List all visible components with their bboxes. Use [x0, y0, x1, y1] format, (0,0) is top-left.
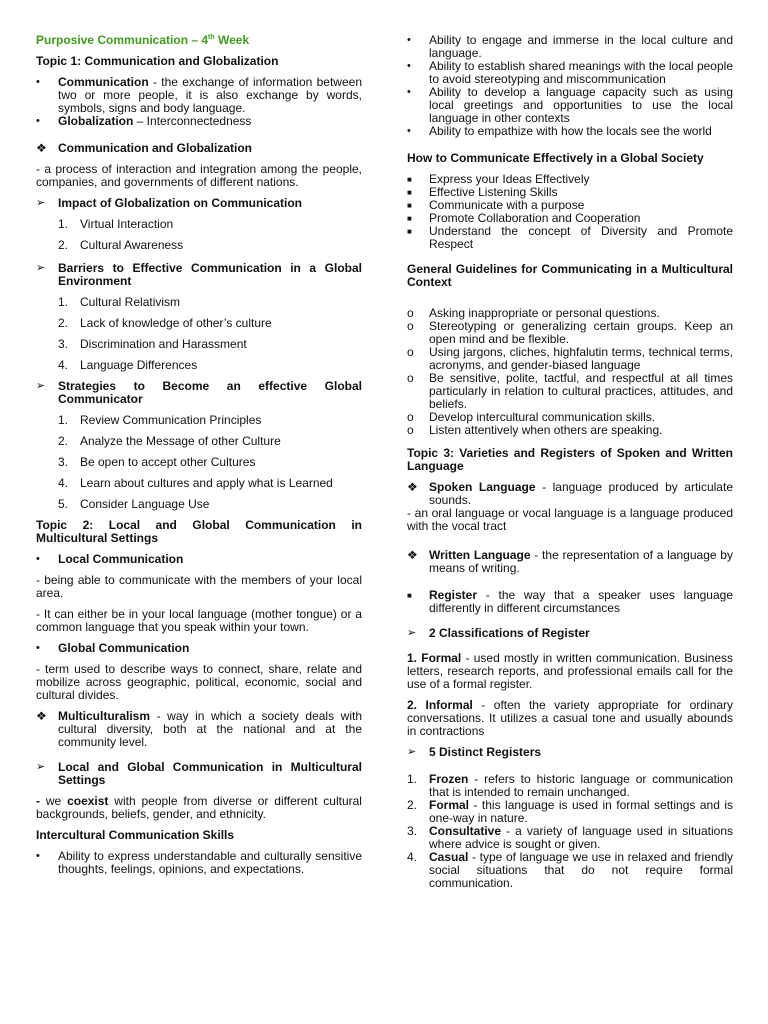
- bullet-icon: •: [36, 642, 40, 654]
- list-item: ■ Express your Ideas Effectively: [407, 172, 590, 186]
- section-heading: • Local Communication: [36, 552, 184, 566]
- circle-bullet-icon: o: [407, 371, 414, 385]
- diamond-icon: ❖: [407, 548, 418, 562]
- list-item: ■ Promote Collaboration and Cooperation: [407, 211, 641, 225]
- list-item: o Be sensitive, polite, tactful, and respectful at all times particularly in relation to cultural practices, attitudes, and beliefs.: [407, 371, 733, 411]
- left-column: [36, 34, 362, 876]
- topic3-heading: Topic 3: Varieties and Registers of Spoken and Written Language: [407, 446, 733, 473]
- section-heading: How to Communicate Effectively in a Global Society: [407, 151, 704, 165]
- list-item: 2. Lack of knowledge of other’s culture: [58, 316, 272, 330]
- list-item: 3. Consultative - a variety of language used in situations where advice is sought or given.: [407, 824, 733, 851]
- circle-bullet-icon: o: [407, 319, 414, 333]
- list-item: 1. Cultural Relativism: [58, 295, 181, 309]
- list-item: 2. Formal - this language is used in formal settings and is one-way in nature.: [407, 798, 733, 825]
- square-bullet-icon: ■: [407, 591, 412, 600]
- section-heading: ➢ Impact of Globalization on Communication: [36, 196, 303, 210]
- arrow-icon: ➢: [36, 197, 46, 209]
- circle-bullet-icon: o: [407, 345, 414, 359]
- topic2-heading: Topic 2: Local and Global Communication in Multicultural Settings: [36, 518, 362, 545]
- list-item: • Ability to engage and immerse in the local culture and language.: [407, 33, 733, 60]
- section-heading: • Global Communication: [36, 641, 190, 655]
- paragraph: - term used to describe ways to connect, share, relate and mobilize across geographic, political, economic, social and cultural divides.: [36, 662, 362, 702]
- section-heading: ❖ Communication and Globalization: [36, 141, 253, 155]
- circle-bullet-icon: o: [407, 410, 414, 424]
- document-title: Purposive Communication – 4th Week: [36, 33, 250, 47]
- list-item: o Asking inappropriate or personal questions.: [407, 306, 660, 320]
- bullet-icon: •: [407, 125, 411, 137]
- section-heading: ➢ 5 Distinct Registers: [407, 745, 542, 759]
- list-item: 3. Be open to accept other Cultures: [58, 455, 256, 469]
- paragraph: 1. Formal - used mostly in written communication. Business letters, research reports, and professional emails call for the use of a formal register.: [407, 651, 733, 691]
- section-heading: General Guidelines for Communicating in a Multicultural Context: [407, 262, 733, 289]
- arrow-icon: ➢: [36, 761, 46, 773]
- bullet-icon: •: [407, 86, 411, 98]
- circle-bullet-icon: o: [407, 423, 414, 437]
- list-item: • Ability to establish shared meanings with the local people to avoid stereotyping and miscommunication: [407, 59, 733, 86]
- section-heading: ➢ 2 Classifications of Register: [407, 626, 590, 640]
- list-item: o Develop intercultural communication skills.: [407, 410, 656, 424]
- list-item: 1. Frozen - refers to historic language or communication that is intended to remain unchanged.: [407, 772, 733, 799]
- list-item: • Ability to develop a language capacity such as using local greetings and opportunities to use the local language in other contexts: [407, 85, 733, 125]
- circle-bullet-icon: o: [407, 306, 414, 320]
- list-item: 1. Review Communication Principles: [58, 413, 262, 427]
- topic1-heading: Topic 1: Communication and Globalization: [36, 54, 279, 68]
- paragraph: - a process of interaction and integration among the people, companies, and governments of different nations.: [36, 162, 362, 189]
- bullet-icon: •: [36, 850, 40, 862]
- square-bullet-icon: ■: [407, 175, 412, 184]
- paragraph: 2. Informal - often the variety appropriate for ordinary conversations. It utilizes a casual tone and usually abounds in contractions: [407, 698, 733, 738]
- arrow-icon: ➢: [407, 746, 417, 758]
- bullet-icon: •: [36, 115, 40, 127]
- bullet-icon: •: [36, 76, 40, 88]
- section-heading: ➢ Barriers to Effective Communication in a Global Environment: [36, 261, 362, 288]
- list-item: 2. Analyze the Message of other Culture: [58, 434, 281, 448]
- square-bullet-icon: ■: [407, 201, 412, 210]
- paragraph: - an oral language or vocal language is a language produced with the vocal tract: [407, 506, 733, 533]
- list-item: 5. Consider Language Use: [58, 497, 210, 511]
- list-item: • Communication - the exchange of information between two or more people, it is also exchange by words, symbols, signs and body language.: [36, 75, 362, 115]
- square-bullet-icon: ■: [407, 188, 412, 197]
- section-heading: ➢ Strategies to Become an effective Global Communicator: [36, 379, 362, 406]
- paragraph: - It can either be in your local language (mother tongue) or a common language that you speak within your town.: [36, 607, 362, 634]
- diamond-icon: ❖: [407, 480, 418, 494]
- list-item: ■ Effective Listening Skills: [407, 185, 558, 199]
- list-item: • Ability to express understandable and culturally sensitive thoughts, feelings, opinions, and expectations.: [36, 849, 362, 876]
- list-item: o Using jargons, cliches, highfalutin terms, technical terms, acronyms, and gender-biased language: [407, 345, 733, 372]
- list-item: 4. Language Differences: [58, 358, 198, 372]
- list-item: ■ Understand the concept of Diversity and Promote Respect: [407, 224, 733, 251]
- list-item: 4. Learn about cultures and apply what is Learned: [58, 476, 333, 490]
- list-item: 4. Casual - type of language we use in relaxed and friendly social situations that do not require formal communication.: [407, 850, 733, 890]
- list-item: ❖ Spoken Language - language produced by articulate sounds.: [407, 480, 733, 507]
- diamond-icon: ❖: [36, 709, 47, 723]
- list-item: ■ Communicate with a purpose: [407, 198, 585, 212]
- arrow-icon: ➢: [36, 262, 46, 274]
- list-item: ❖ Written Language - the representation of a language by means of writing.: [407, 548, 733, 575]
- list-item: • Ability to empathize with how the locals see the world: [407, 124, 712, 138]
- bullet-icon: •: [407, 60, 411, 72]
- section-heading: ➢ Local and Global Communication in Multicultural Settings: [36, 760, 362, 787]
- list-item: 1. Virtual Interaction: [58, 217, 174, 231]
- list-item: o Listen attentively when others are speaking.: [407, 423, 663, 437]
- section-heading: Intercultural Communication Skills: [36, 828, 235, 842]
- list-item: • Globalization – Interconnectedness: [36, 114, 252, 128]
- bullet-icon: •: [407, 34, 411, 46]
- diamond-icon: ❖: [36, 141, 47, 155]
- bullet-icon: •: [36, 553, 40, 565]
- right-column: [407, 34, 733, 890]
- list-item: ❖ Multiculturalism - way in which a society deals with cultural diversity, both at the national and at the community level.: [36, 709, 362, 749]
- arrow-icon: ➢: [36, 380, 46, 392]
- arrow-icon: ➢: [407, 627, 417, 639]
- square-bullet-icon: ■: [407, 214, 412, 223]
- list-item: 3. Discrimination and Harassment: [58, 337, 247, 351]
- paragraph: - being able to communicate with the members of your local area.: [36, 573, 362, 600]
- list-item: o Stereotyping or generalizing certain groups. Keep an open mind and be flexible.: [407, 319, 733, 346]
- list-item: 2. Cultural Awareness: [58, 238, 184, 252]
- square-bullet-icon: ■: [407, 227, 412, 236]
- list-item: ■ Register - the way that a speaker uses language differently in different circumstances: [407, 588, 733, 615]
- paragraph: - we coexist with people from diverse or different cultural backgrounds, beliefs, gender, and ethnicity.: [36, 794, 362, 821]
